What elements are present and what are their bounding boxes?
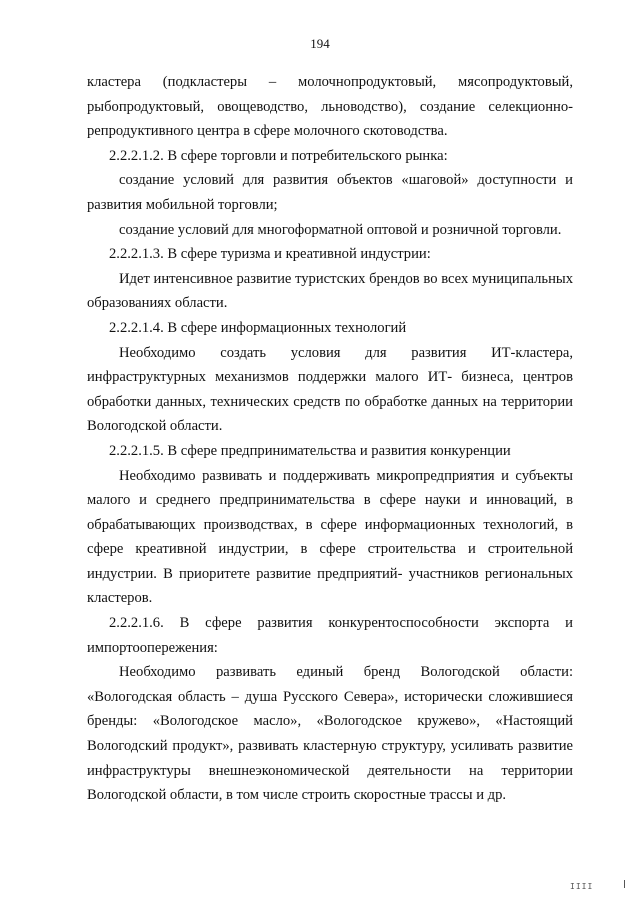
section-heading-it: 2.2.2.1.4. В сфере информационных технологий bbox=[109, 319, 407, 336]
section-heading-export: 2.2.2.1.6. В сфере развития конкурентоспособности экспорта и импортоопережения: bbox=[87, 615, 573, 656]
paragraph-walking-distance: создание условий для развития объектов «шаговой» доступности и развития мобильной торговли; bbox=[87, 172, 573, 213]
paragraph-cluster-continuation: кластера (подкластеры – молочнопродуктовый, мясопродуктовый, рыбопродуктовый, овощеводство, льноводство), создание селекционно-репродуктивного центра в сфере молочного скотоводства. bbox=[87, 74, 573, 140]
scan-mark: IIII bbox=[570, 882, 594, 891]
paragraph-it-cluster: Необходимо создать условия для развития ИТ-кластера, инфраструктурных механизмов поддержки малого ИТ- бизнеса, центров обработки данных, технических средств по обработке данных на территории Вологодской области. bbox=[87, 344, 573, 435]
section-heading-tourism: 2.2.2.1.3. В сфере туризма и креативной индустрии: bbox=[109, 246, 431, 263]
paragraph-small-business: Необходимо развивать и поддерживать микропредприятия и субъекты малого и среднего предпринимательства в сфере науки и инноваций, в обрабатывающих производствах, в сфере информационных технологий, в сфере креативной индустрии, в сфере строительства и строительной индустрии. В приоритете развитие предприятий- участников региональных кластеров. bbox=[87, 467, 573, 607]
paragraph-multiformat-trade: создание условий для многоформатной оптовой и розничной торговли. bbox=[119, 221, 562, 238]
paragraph-vologda-brand: Необходимо развивать единый бренд Вологодской области: «Вологодская область – душа Русского Севера», исторически сложившиеся бренды: «Вологодское масло», «Вологодское кружево», «Настоящий Вологодский продукт», развивать кластерную структуру, усиливать развитие инфраструктуры внешнеэкономической деятельности на территории Вологодской области, в том числе строить скоростные трассы и др. bbox=[87, 664, 573, 804]
section-heading-entrepreneurship: 2.2.2.1.5. В сфере предпринимательства и развития конкуренции bbox=[109, 442, 511, 459]
document-body bbox=[87, 70, 573, 808]
section-heading-trade: 2.2.2.1.2. В сфере торговли и потребительского рынка: bbox=[109, 147, 448, 164]
paragraph-tourism-brands: Идет интенсивное развитие туристских брендов во всех муниципальных образованиях области. bbox=[87, 270, 573, 312]
scan-tick bbox=[624, 880, 625, 888]
page-number: 194 bbox=[310, 36, 330, 51]
